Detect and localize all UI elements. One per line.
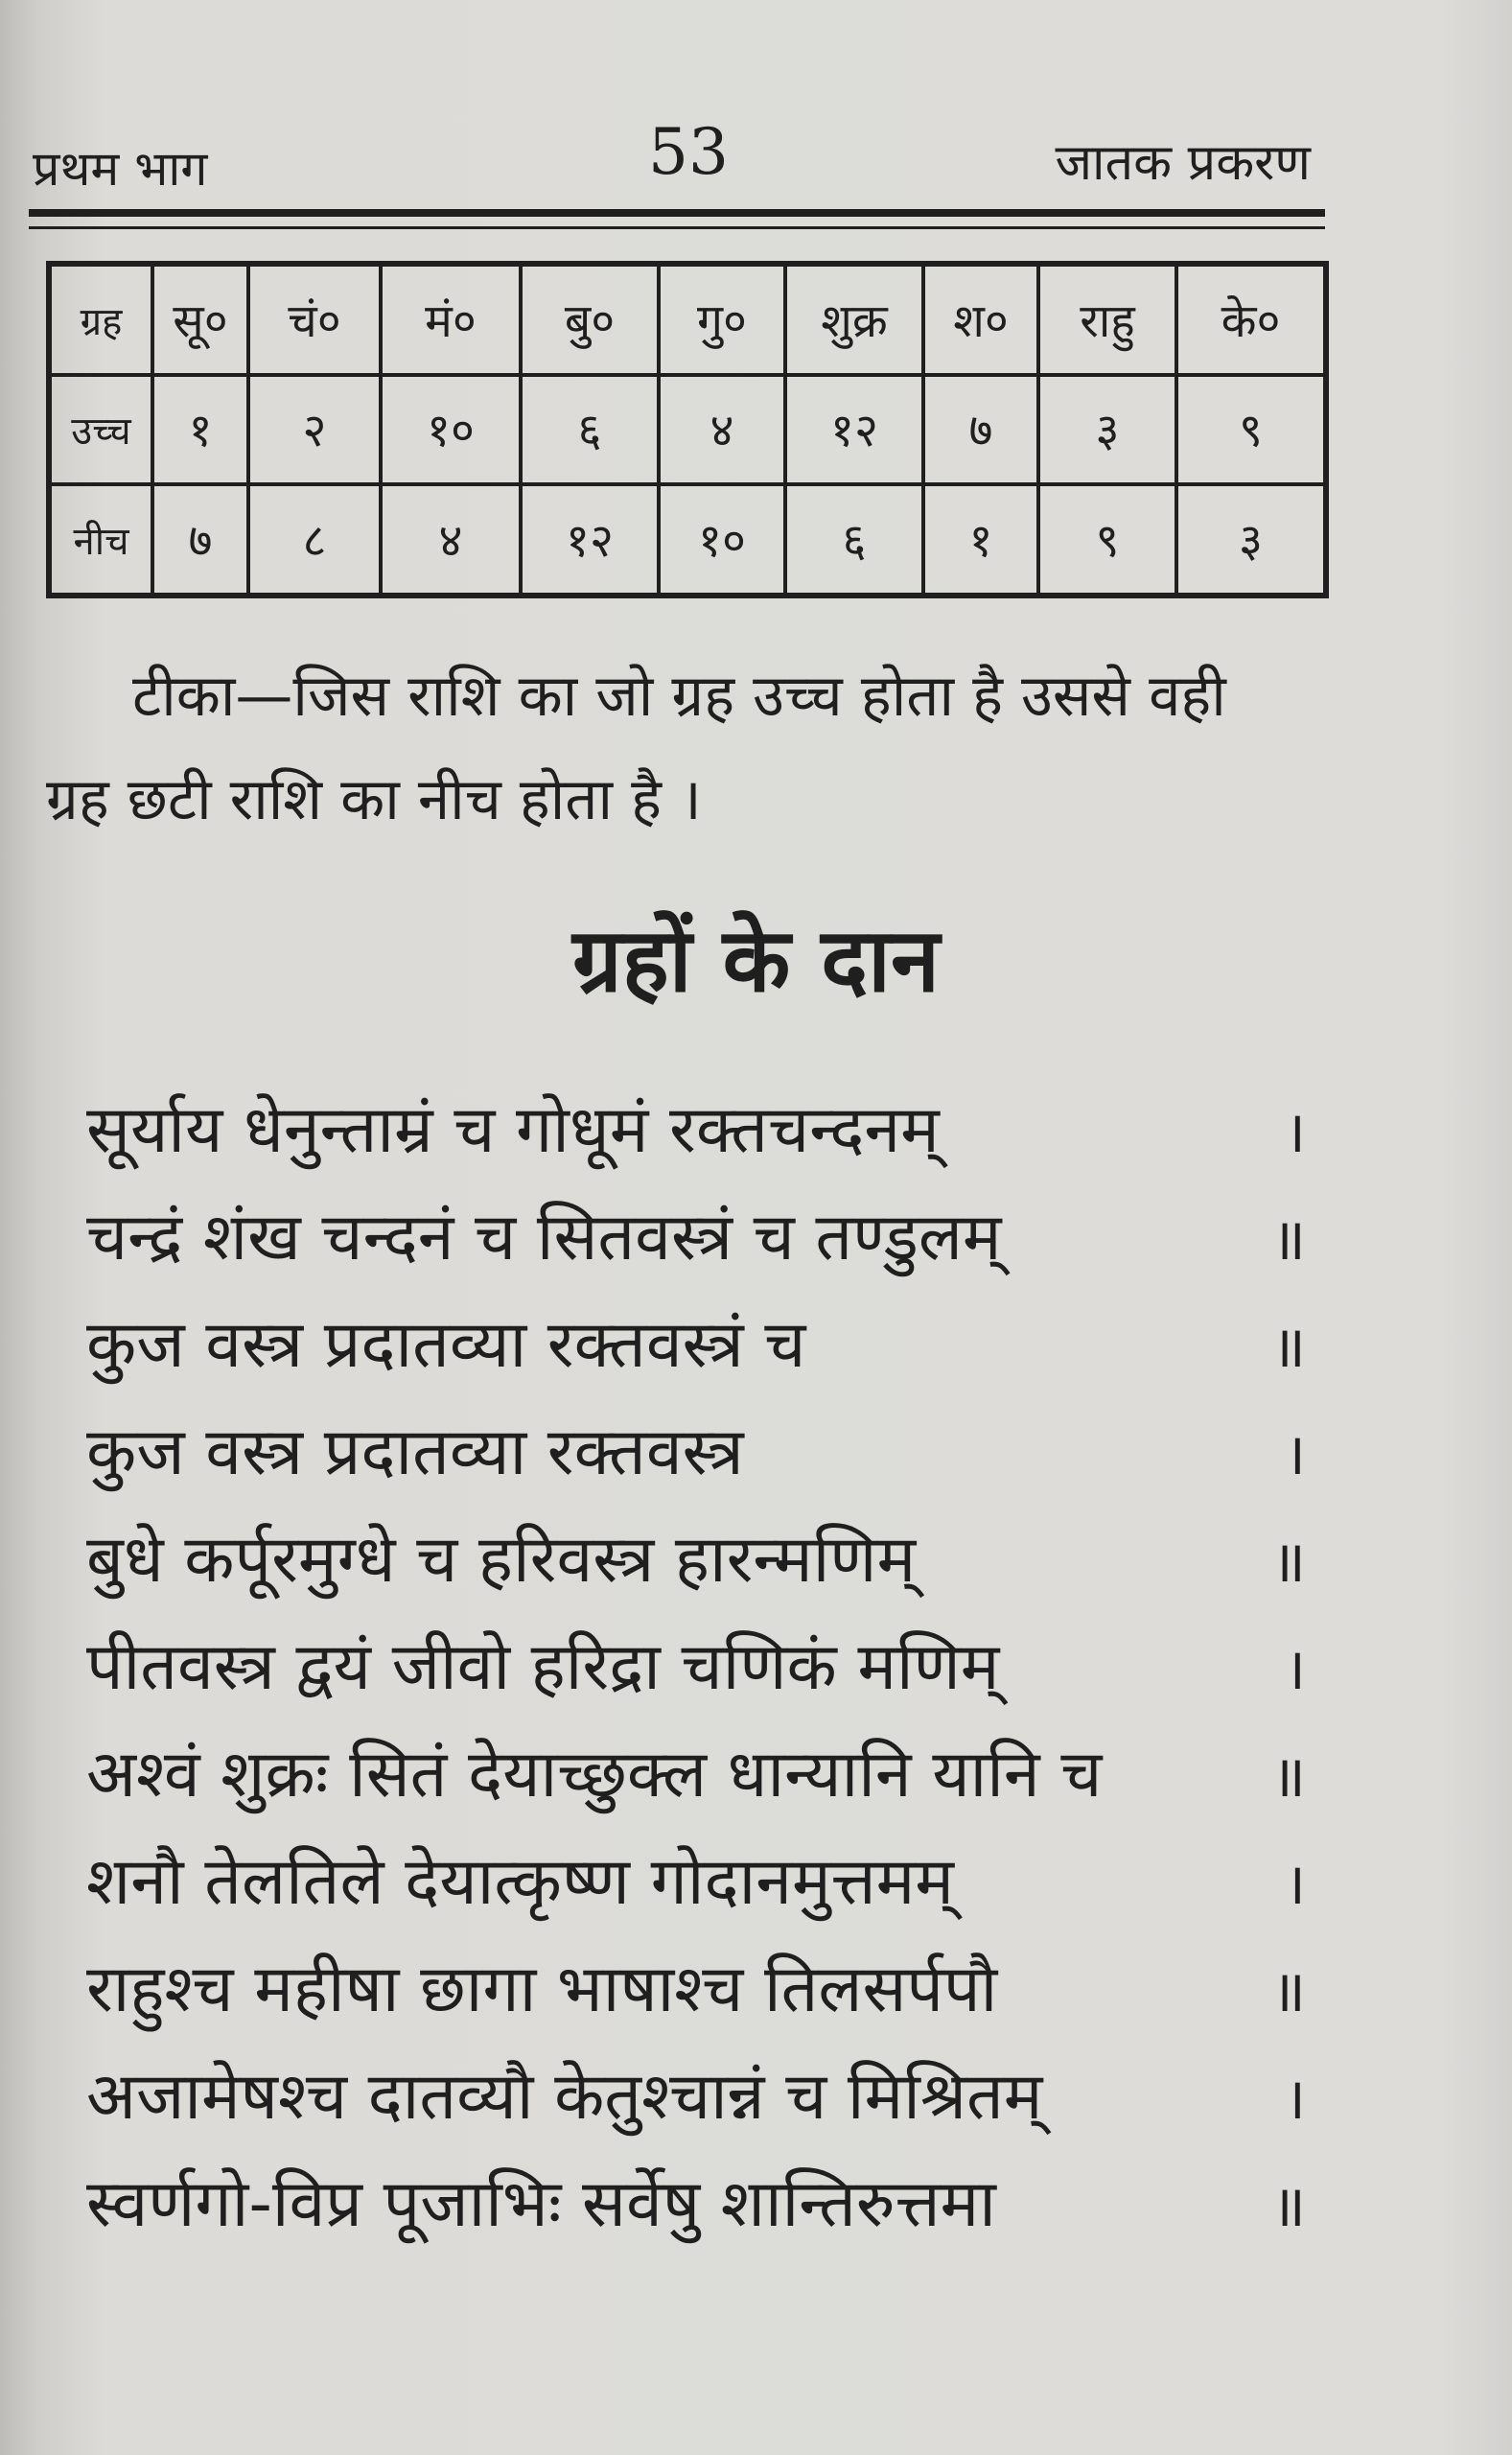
table-header-cell: के० — [1176, 264, 1326, 375]
table-header-cell: सू० — [152, 264, 248, 375]
verse-line — [86, 1941, 1314, 2048]
danda-mark: । — [1284, 1421, 1306, 1488]
table-cell: ३ — [1038, 375, 1176, 485]
verse-line — [86, 2156, 1314, 2263]
danda-mark: । — [1284, 2066, 1306, 2133]
table-cell: ४ — [659, 375, 785, 485]
verse-text: अश्वं शुक्रः सितं देयाच्छुक्ल धान्यानि यानि च — [86, 1737, 1103, 1812]
table-header-cell: ग्रह — [49, 264, 152, 375]
danda-mark: ॥ — [1271, 1743, 1306, 1811]
verse-text: सूर्याय धेनुन्ताम्रं च गोधूमं रक्तचन्दनम् — [86, 1092, 940, 1168]
verse-line — [86, 2048, 1314, 2156]
danda-mark: ॥ — [1271, 1529, 1306, 1596]
table-header-cell: श० — [923, 264, 1038, 375]
row-label: नीच — [49, 484, 152, 596]
table-cell: १० — [381, 375, 521, 485]
running-header-right: जातक प्रकरण — [1055, 134, 1311, 192]
verse-text: स्वर्णगो-विप्र पूजाभिः सर्वेषु शान्तिरुत्तमा — [86, 2166, 996, 2242]
danda-mark: ॥ — [1271, 2173, 1306, 2240]
exaltation-debilitation-table — [46, 261, 1329, 598]
header-rule-thin — [29, 226, 1325, 229]
header-rule-thick — [29, 209, 1325, 217]
verse-line — [86, 1297, 1314, 1404]
table-header-cell: मं० — [381, 264, 521, 375]
table-cell: ९ — [1038, 484, 1176, 596]
danda-mark: ॥ — [1271, 1314, 1306, 1381]
table-cell: ६ — [521, 375, 659, 485]
table-header-row — [49, 264, 1326, 375]
verse-block — [86, 1082, 1314, 2263]
verse-line — [86, 1834, 1314, 1941]
table-cell: २ — [248, 375, 381, 485]
verse-line — [86, 1726, 1314, 1834]
commentary-line: टीका—जिस राशि का जो ग्रह उच्च होता है उससे वही — [132, 663, 1226, 730]
danda-mark: ॥ — [1271, 1958, 1306, 2025]
table-cell: ६ — [785, 484, 923, 596]
verse-line — [86, 1619, 1314, 1726]
table-header-cell: गु० — [659, 264, 785, 375]
table-header-cell: बु० — [521, 264, 659, 375]
table-cell: ७ — [152, 484, 248, 596]
danda-mark: । — [1284, 1851, 1306, 1918]
verse-text: चन्द्रं शंख चन्दनं च सितवस्त्रं च तण्डुलम् — [86, 1200, 1002, 1275]
danda-mark: । — [1284, 1099, 1306, 1166]
table-cell: १२ — [785, 375, 923, 485]
verse-line — [86, 1189, 1314, 1297]
running-header-left: प्रथम भाग — [33, 141, 208, 197]
danda-mark: । — [1284, 1636, 1306, 1703]
table-cell: ४ — [381, 484, 521, 596]
verse-text: बुधे कर्पूरमुग्धे च हरिवस्त्र हारन्मणिम् — [86, 1522, 917, 1598]
table-cell: १० — [659, 484, 785, 596]
verse-text: शनौ तेलतिले देयात्कृष्ण गोदानमुत्तमम् — [86, 1844, 954, 1920]
table-header-cell: शुक्र — [785, 264, 923, 375]
section-heading: ग्रहों के दान — [571, 909, 941, 1012]
commentary — [46, 644, 1331, 852]
table-cell: १ — [152, 375, 248, 485]
table-cell: ९ — [1176, 375, 1326, 485]
verse-line — [86, 1404, 1314, 1511]
table-cell: ७ — [923, 375, 1038, 485]
table-header-cell: चं० — [248, 264, 381, 375]
verse-text: पीतवस्त्र द्वयं जीवो हरिद्रा चणिकं मणिम् — [86, 1629, 1000, 1705]
verse-text: अजामेषश्च दातव्यौ केतुश्चान्नं च मिश्रितम् — [86, 2059, 1043, 2135]
table-cell: १२ — [521, 484, 659, 596]
verse-text: कुज वस्त्र प्रदातव्या रक्तवस्त्रं च — [86, 1307, 806, 1383]
table-cell: १ — [923, 484, 1038, 596]
verse-line — [86, 1082, 1314, 1189]
table-header-cell: राहु — [1038, 264, 1176, 375]
table-cell: ८ — [248, 484, 381, 596]
row-label: उच्च — [49, 375, 152, 485]
danda-mark: ॥ — [1271, 1206, 1306, 1274]
table-row — [49, 375, 1326, 485]
commentary-line: ग्रह छटी राशि का नीच होता है । — [46, 766, 702, 833]
table-row — [49, 484, 1326, 596]
verse-text: राहुश्च महीषा छागा भाषाश्च तिलसर्पपौ — [86, 1952, 998, 2027]
page-number: 53 — [648, 115, 729, 189]
verse-line — [86, 1511, 1314, 1619]
table-cell: ३ — [1176, 484, 1326, 596]
verse-text: कुज वस्त्र प्रदातव्या रक्तवस्त्र — [86, 1415, 744, 1490]
